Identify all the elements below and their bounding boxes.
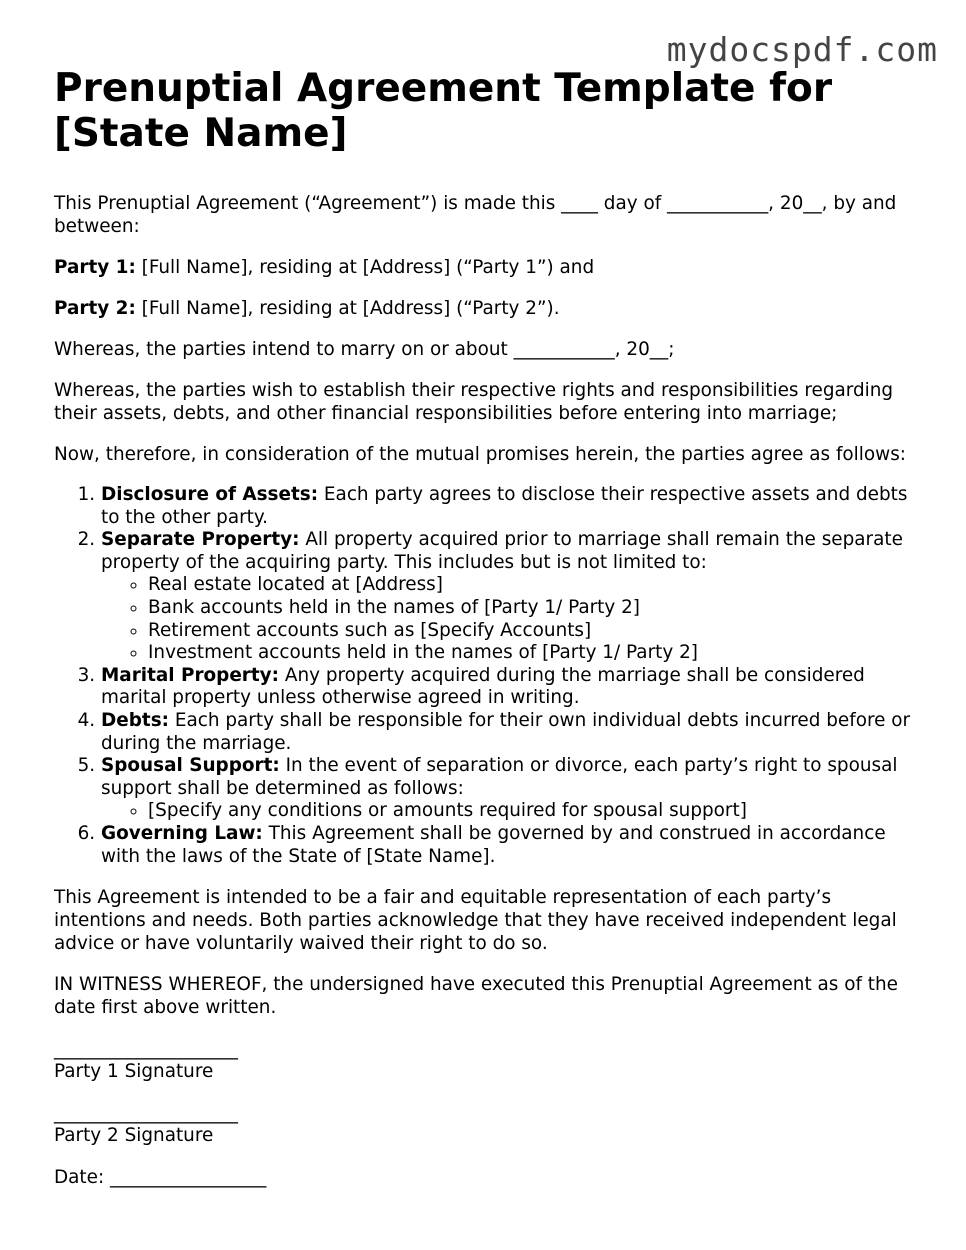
document-page [54, 66, 920, 1189]
clause-spousal-support [101, 755, 920, 823]
whereas-marry: Whereas, the parties intend to marry on or about ___________, 20__; [54, 339, 675, 360]
list-item: ◦ [Specify any conditions or amounts required for spousal support] [148, 800, 920, 823]
party-1-signature-label: Party 1 Signature [54, 1061, 214, 1083]
intro-paragraph: This Prenuptial Agreement (“Agreement”) is made this ____ day of ___________, 20__, by and between: [54, 193, 897, 237]
clause-title: Separate Property: [101, 529, 300, 551]
clause-disclosure [101, 484, 920, 529]
clause-text: Any property acquired during the marriage shall be considered marital property unless otherwise agreed in writing. [101, 664, 865, 709]
clause-governing-law [101, 823, 920, 868]
party-2-signature-block [54, 1103, 920, 1147]
list-item: ◦ Real estate located at [Address] [148, 574, 920, 597]
party-1-line [54, 256, 920, 279]
clause-text: All property acquired prior to marriage shall remain the separate property of the acquiring party. This includes but is not limited to: [101, 529, 903, 573]
party-1-signature-block [54, 1039, 920, 1083]
clause-title: Debts: [101, 709, 169, 731]
clause-title: Disclosure of Assets: [101, 484, 319, 505]
signature-line[interactable]: ____________________ [54, 1103, 238, 1125]
witness-paragraph: IN WITNESS WHEREOF, the undersigned have executed this Prenuptial Agreement as of the date first above written. [54, 974, 898, 1019]
watermark: mydocspdf.com [666, 30, 938, 69]
separate-property-list [101, 574, 920, 664]
clause-title: Marital Property: [101, 664, 280, 686]
clause-title: Spousal Support: [101, 755, 280, 777]
list-item: ◦ Investment accounts held in the names of [Party 1/ Party 2] [148, 642, 920, 665]
clause-text: This Agreement shall be governed by and construed in accordance with the laws of the State of [State Name]. [101, 822, 886, 867]
clause-text: Each party shall be responsible for their own individual debts incurred before or during the marriage. [101, 709, 911, 754]
list-item: ◦ Retirement accounts such as [Specify Accounts] [148, 620, 920, 643]
party-2-signature-label: Party 2 Signature [54, 1125, 214, 1147]
list-item: ◦ Bank accounts held in the names of [Party 1/ Party 2] [148, 597, 920, 620]
clause-text: Each party agrees to disclose their respective assets and debts to the other party. [101, 484, 908, 528]
date-field[interactable]: Date: _________________ [54, 1167, 267, 1189]
party-2-line [54, 297, 920, 320]
clause-text: In the event of separation or divorce, each party’s right to spousal support shall be determined as follows: [101, 755, 898, 799]
spousal-support-list [101, 800, 920, 823]
clause-marital-property [101, 665, 920, 710]
clause-separate-property [101, 529, 920, 665]
party-1-text: [Full Name], residing at [Address] (“Party 1”) and [135, 257, 595, 278]
party-2-text: [Full Name], residing at [Address] (“Party 2”). [135, 298, 560, 319]
party-1-label: Party 1: [54, 257, 136, 278]
clause-debts [101, 710, 920, 755]
closing-paragraph: This Agreement is intended to be a fair and equitable representation of each party’s intentions and needs. Both parties acknowledge that they have received independent legal advice or have voluntarily waived their right to do so. [54, 887, 897, 955]
document-title: Prenuptial Agreement Template for [State Name] [54, 66, 833, 156]
whereas-rights: Whereas, the parties wish to establish their respective rights and responsibilities regarding their assets, debts, and other financial responsibilities before entering into marriage; [54, 380, 894, 424]
signature-line[interactable]: ____________________ [54, 1039, 238, 1061]
clause-list [54, 484, 920, 868]
party-2-label: Party 2: [54, 298, 136, 319]
now-therefore: Now, therefore, in consideration of the mutual promises herein, the parties agree as follows: [54, 444, 906, 465]
clause-title: Governing Law: [101, 822, 263, 844]
